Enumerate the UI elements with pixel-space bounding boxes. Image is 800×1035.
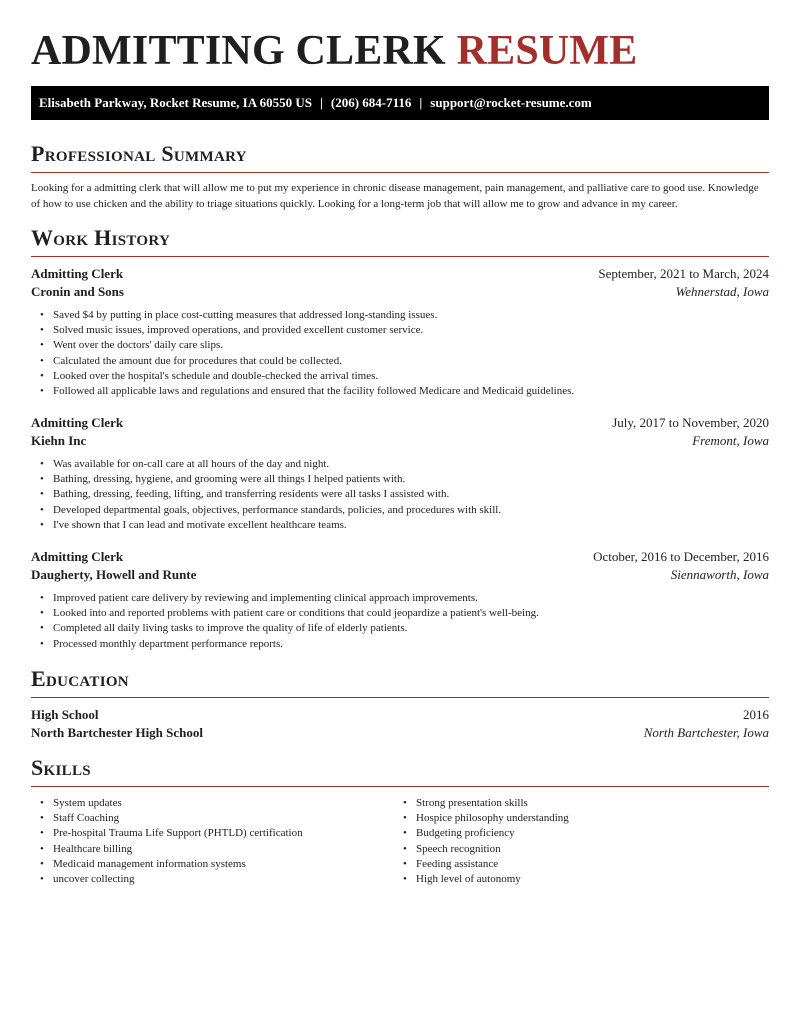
job-duties-list bbox=[31, 308, 574, 399]
skill-item: • Healthcare billing bbox=[53, 842, 303, 857]
skill-item: • Feeding assistance bbox=[416, 857, 569, 872]
list-item: • Was available for on-call care at all hours of the day and night. bbox=[53, 457, 501, 472]
skills-list-left bbox=[31, 796, 303, 887]
education-divider bbox=[31, 697, 769, 698]
summary-heading: Professional Summary bbox=[31, 141, 247, 166]
skills-divider bbox=[31, 786, 769, 787]
list-item: • Improved patient care delivery by reviewing and implementing clinical approach improvements. bbox=[53, 591, 539, 606]
education-degree: High School bbox=[31, 707, 99, 722]
resume-title bbox=[31, 26, 637, 76]
list-item: • Developed departmental goals, objectives, performance standards, policies, and procedures with skill. bbox=[53, 503, 501, 518]
skill-item: • High level of autonomy bbox=[416, 872, 569, 887]
skill-item: • Strong presentation skills bbox=[416, 796, 569, 811]
skill-item: • uncover collecting bbox=[53, 872, 303, 887]
job-location: Siennaworth, Iowa bbox=[670, 567, 769, 582]
skill-item: • Medicaid management information systems bbox=[53, 857, 303, 872]
contact-email[interactable]: support@rocket-resume.com bbox=[430, 95, 592, 110]
summary-divider bbox=[31, 172, 769, 173]
skill-item: • Hospice philosophy understanding bbox=[416, 811, 569, 826]
job-duties-list bbox=[31, 591, 539, 652]
education-school: North Bartchester High School bbox=[31, 725, 203, 740]
list-item: • Solved music issues, improved operations, and provided excellent customer service. bbox=[53, 323, 574, 338]
job-duties-list bbox=[31, 457, 501, 533]
skills-list-right bbox=[394, 796, 569, 887]
list-item: • Bathing, dressing, feeding, lifting, and transferring residents were all tasks I assisted with. bbox=[53, 487, 501, 502]
job-company: Kiehn Inc bbox=[31, 433, 87, 448]
job-company: Cronin and Sons bbox=[31, 284, 124, 299]
job-dates: September, 2021 to March, 2024 bbox=[598, 266, 769, 281]
skills-heading: Skills bbox=[31, 755, 91, 780]
job-location: Wehnerstad, Iowa bbox=[675, 284, 769, 299]
contact-separator: | bbox=[320, 95, 323, 110]
contact-bar bbox=[31, 86, 769, 120]
title-main: ADMITTING CLERK bbox=[31, 28, 446, 74]
education-location: North Bartchester, Iowa bbox=[643, 725, 769, 740]
skill-item: • Pre-hospital Trauma Life Support (PHTLD) certification bbox=[53, 826, 303, 841]
list-item: • Saved $4 by putting in place cost-cutting measures that addressed long-standing issues. bbox=[53, 308, 574, 323]
skill-item: • Budgeting proficiency bbox=[416, 826, 569, 841]
list-item: • Looked into and reported problems with patient care or conditions that could jeopardize a patient's well-being. bbox=[53, 606, 539, 621]
job-location: Fremont, Iowa bbox=[692, 433, 769, 448]
list-item: • Completed all daily living tasks to improve the quality of life of elderly patients. bbox=[53, 621, 539, 636]
work-history-divider bbox=[31, 256, 769, 257]
contact-phone[interactable]: (206) 684-7116 bbox=[330, 95, 412, 110]
work-history-heading: Work History bbox=[31, 225, 171, 250]
job-dates: July, 2017 to November, 2020 bbox=[612, 415, 769, 430]
list-item: • Went over the doctors' daily care slips. bbox=[53, 338, 574, 353]
education-year: 2016 bbox=[743, 707, 769, 722]
skill-item: • Staff Coaching bbox=[53, 811, 303, 826]
list-item: • Followed all applicable laws and regulations and ensured that the facility followed Medicare and Medicaid guidelines. bbox=[53, 384, 574, 399]
contact-address: Elisabeth Parkway, Rocket Resume, IA 60550 US bbox=[39, 95, 313, 110]
job-title: Admitting Clerk bbox=[31, 415, 124, 430]
job-company: Daugherty, Howell and Runte bbox=[31, 567, 197, 582]
list-item: • Bathing, dressing, hygiene, and grooming were all things I helped patients with. bbox=[53, 472, 501, 487]
title-accent: RESUME bbox=[456, 28, 638, 74]
job-title: Admitting Clerk bbox=[31, 266, 124, 281]
job-dates: October, 2016 to December, 2016 bbox=[593, 549, 769, 564]
contact-separator: | bbox=[419, 95, 423, 110]
job-title: Admitting Clerk bbox=[31, 549, 124, 564]
skill-item: • Speech recognition bbox=[416, 842, 569, 857]
list-item: • Looked over the hospital's schedule and double-checked the arrival times. bbox=[53, 369, 574, 384]
list-item: • Processed monthly department performance reports. bbox=[53, 637, 539, 652]
summary-text: Looking for a admitting clerk that will allow me to put my experience in chronic disease management, pain management, and palliative care to good use. Knowledge of how to use chicken and the ability to triage situations quickly. Looking for a long-term job that will allow me to grow and advance in my career. bbox=[31, 182, 759, 210]
list-item: • I've shown that I can lead and motivate excellent healthcare teams. bbox=[53, 518, 501, 533]
list-item: • Calculated the amount due for procedures that could be collected. bbox=[53, 354, 574, 369]
skill-item: • System updates bbox=[53, 796, 303, 811]
education-heading: Education bbox=[31, 666, 129, 691]
